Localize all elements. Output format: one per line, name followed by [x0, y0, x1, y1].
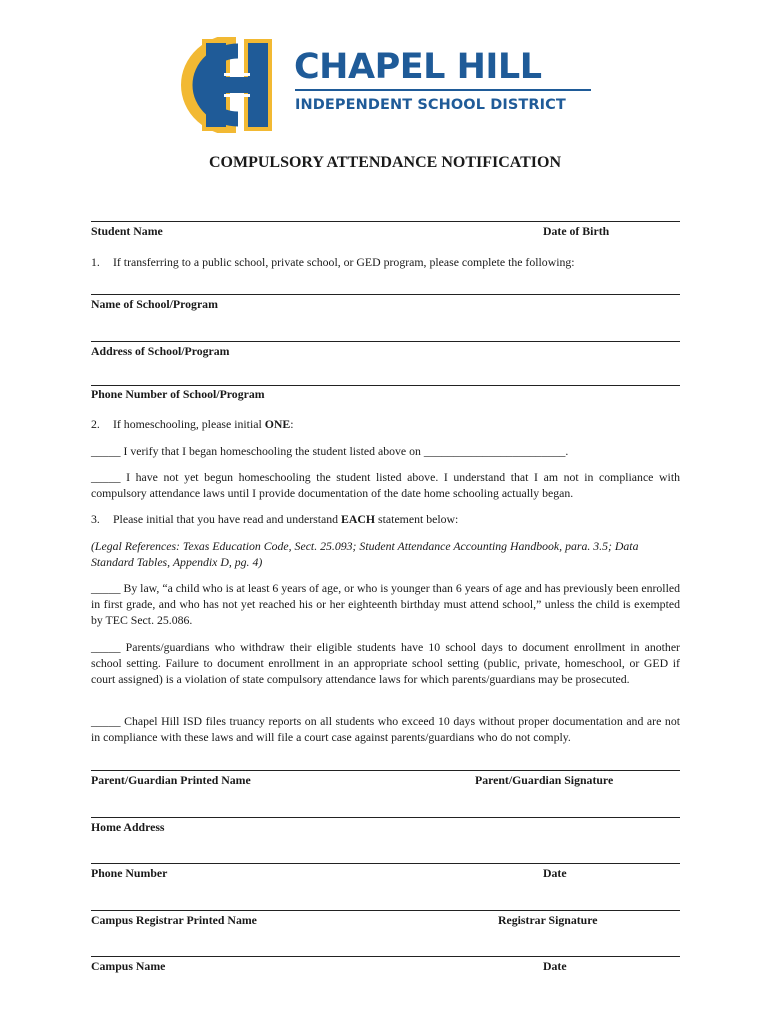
- school-address-line[interactable]: [91, 341, 680, 342]
- home-address-label: Home Address: [91, 820, 165, 834]
- registrar-name-line[interactable]: [91, 910, 680, 911]
- student-name-line[interactable]: [91, 221, 680, 222]
- section-3-number: 3.: [91, 512, 100, 526]
- phone-number-line[interactable]: [91, 863, 680, 864]
- guardian-name-line[interactable]: [91, 770, 680, 771]
- ch-monogram-icon: [178, 37, 294, 133]
- section-3-instruction: [91, 511, 680, 527]
- logo-subtitle: INDEPENDENT SCHOOL DISTRICT: [295, 97, 566, 113]
- school-name-label: Name of School/Program: [91, 297, 218, 311]
- form-title: COMPULSORY ATTENDANCE NOTIFICATION: [208, 154, 562, 171]
- guardian-signature-label: Parent/Guardian Signature: [475, 773, 614, 787]
- school-phone-line[interactable]: [91, 385, 680, 386]
- section-3-text: Please initial that you have read and understand: [113, 512, 342, 526]
- campus-name-label: Campus Name: [91, 959, 166, 973]
- statement-3[interactable]: _____ Chapel Hill ISD files truancy reports on all students who exceed 10 days without proper documentation and are not in compliance with these laws and will file a court case against parents/guardians who do not comply.: [91, 714, 680, 744]
- registrar-printed-name-label: Campus Registrar Printed Name: [91, 913, 257, 927]
- district-logo: [178, 37, 594, 133]
- statement-2[interactable]: _____ Parents/guardians who withdraw their eligible students have 10 school days to document enrollment in another school setting. Failure to document enrollment in an appropriate school setting (public, private, homeschool, or GED if court assigned) is a violation of state compulsory attendance laws for which parents/guardians may be prosecuted.: [91, 640, 680, 686]
- guardian-printed-name-label: Parent/Guardian Printed Name: [91, 773, 251, 787]
- logo-divider: [295, 89, 591, 91]
- section-2-emphasis: ONE: [264, 417, 291, 431]
- school-phone-label: Phone Number of School/Program: [91, 387, 265, 401]
- date-of-birth-label: Date of Birth: [543, 224, 610, 238]
- statement-1[interactable]: _____ By law, “a child who is at least 6 years of age, or who is younger than 6 years of age and has previously been enrolled in first grade, and who has not yet reached his or her eighteenth birthday must attend school,” unless the child is exempted by TEC Sect. 25.086.: [91, 581, 680, 627]
- registrar-signature-label: Registrar Signature: [498, 913, 598, 927]
- logo-title: CHAPEL HILL: [294, 47, 542, 87]
- legal-references: (Legal References: Texas Education Code, Sect. 25.093; Student Attendance Accounting Handbook, para. 3.5; Data Standard Tables, Appendix D, pg. 4): [91, 539, 639, 569]
- phone-number-label: Phone Number: [91, 866, 168, 880]
- home-address-line[interactable]: [91, 817, 680, 818]
- section-3-text-end: statement below:: [375, 512, 459, 526]
- date-label-1: Date: [543, 866, 567, 880]
- section-1-text: If transferring to a public school, private school, or GED program, please complete the following:: [113, 255, 575, 269]
- school-name-line[interactable]: [91, 294, 680, 295]
- student-name-label: Student Name: [91, 224, 163, 238]
- section-1-instruction: [91, 254, 680, 270]
- homeschool-option-2[interactable]: _____ I have not yet begun homeschooling the student listed above. I understand that I am not in compliance with compulsory attendance laws until I provide documentation of the date home schooling actually began.: [91, 470, 680, 500]
- homeschool-option-1[interactable]: _____ I verify that I began homeschooling the student listed above on ________________________.: [91, 444, 569, 458]
- date-label-2: Date: [543, 959, 567, 973]
- school-address-label: Address of School/Program: [91, 344, 230, 358]
- section-2-text: If homeschooling, please initial: [113, 417, 265, 431]
- section-2-number: 2.: [91, 417, 100, 431]
- section-2-text-end: :: [290, 417, 294, 431]
- section-2-instruction: [91, 416, 680, 432]
- campus-name-line[interactable]: [91, 956, 680, 957]
- section-1-number: 1.: [91, 255, 100, 269]
- section-3-emphasis: EACH: [341, 512, 376, 526]
